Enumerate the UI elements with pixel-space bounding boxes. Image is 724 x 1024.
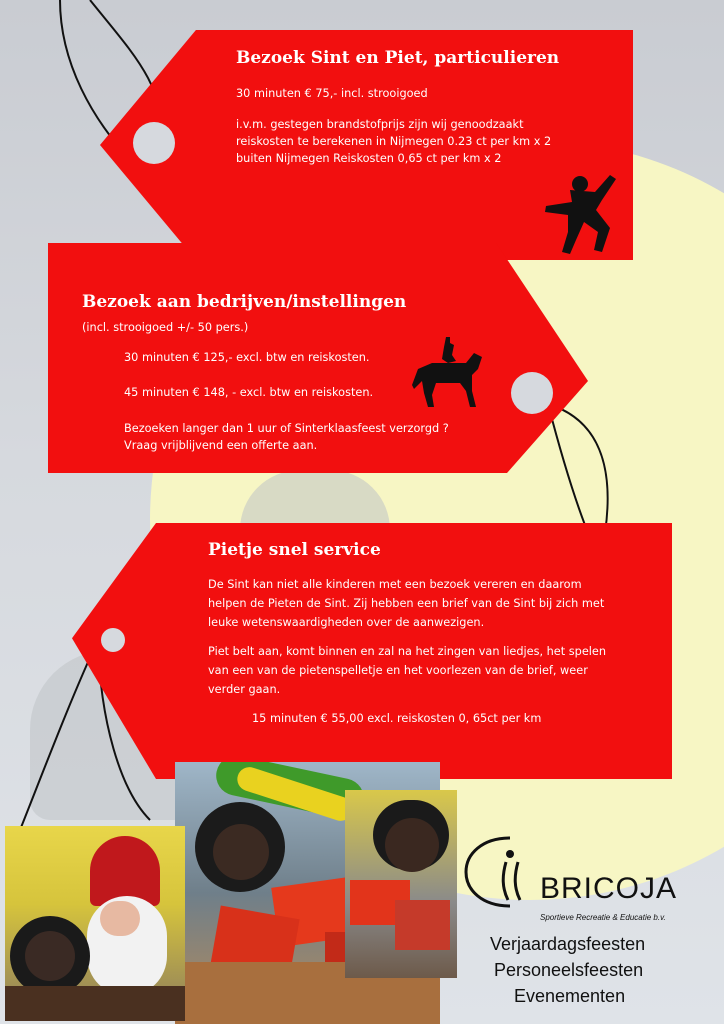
logo-tagline: Sportieve Recreatie & Educatie b.v. <box>540 913 666 922</box>
tag2-note-line2: Vraag vrijblijvend een offerte aan. <box>124 439 318 452</box>
piet-silhouette-icon <box>540 170 630 260</box>
tag2-title: Bezoek aan bedrijven/instellingen <box>82 292 407 312</box>
tag3-title: Pietje snel service <box>208 540 381 560</box>
tag2-note-line1: Bezoeken langer dan 1 uur of Sinterklaasfeest verzorgd ? <box>124 422 449 435</box>
tag-hole <box>511 372 553 414</box>
photo-sinterklaas-and-piet <box>5 826 185 1021</box>
photo-piet-smiling <box>345 790 457 978</box>
tag-hole <box>101 628 125 652</box>
tag1-note-line3: buiten Nijmegen Reiskosten 0,65 ct per km x 2 <box>236 152 502 165</box>
tag1-title: Bezoek Sint en Piet, particulieren <box>236 48 560 68</box>
tag3-p1-line1: De Sint kan niet alle kinderen met een bezoek vereren en daarom <box>208 578 582 591</box>
tag1-note-line1: i.v.m. gestegen brandstofprijs zijn wij genoodzaakt <box>236 118 524 131</box>
tag3-p2-line2: van een van de pietenspelletje en het voorlezen van de brief, weer <box>208 664 588 677</box>
tag3-p1-line2: helpen de Pieten de Sint. Zij hebben een brief van de Sint bij zich met <box>208 597 605 610</box>
service-personeelsfeesten: Personeelsfeesten <box>494 960 644 980</box>
service-evenementen: Evenementen <box>514 986 626 1006</box>
tag3-price: 15 minuten € 55,00 excl. reiskosten 0, 65ct per km <box>252 712 542 725</box>
tag2-subtitle: (incl. strooigoed +/- 50 pers.) <box>82 321 249 334</box>
tag2-price1: 30 minuten € 125,- excl. btw en reiskosten. <box>124 351 370 364</box>
logo-brand: BRICOJA <box>540 872 678 905</box>
tag3-p2-line3: verder gaan. <box>208 683 281 696</box>
tag3-p2-line1: Piet belt aan, komt binnen en zal na het zingen van liedjes, het spelen <box>208 645 607 658</box>
sinterklaas-horse-silhouette-icon <box>412 335 484 410</box>
tag3-p1-line3: leuke wetenswaardigheden over de aanwezigen. <box>208 616 485 629</box>
tag2-price2: 45 minuten € 148, - excl. btw en reiskosten. <box>124 386 374 399</box>
service-verjaardagsfeesten: Verjaardagsfeesten <box>490 934 646 954</box>
tag1-note-line2: reiskosten te berekenen in Nijmegen 0.23 ct per km x 2 <box>236 135 552 148</box>
tag-hole <box>133 122 175 164</box>
tag1-price: 30 minuten € 75,- incl. strooigoed <box>236 87 428 100</box>
